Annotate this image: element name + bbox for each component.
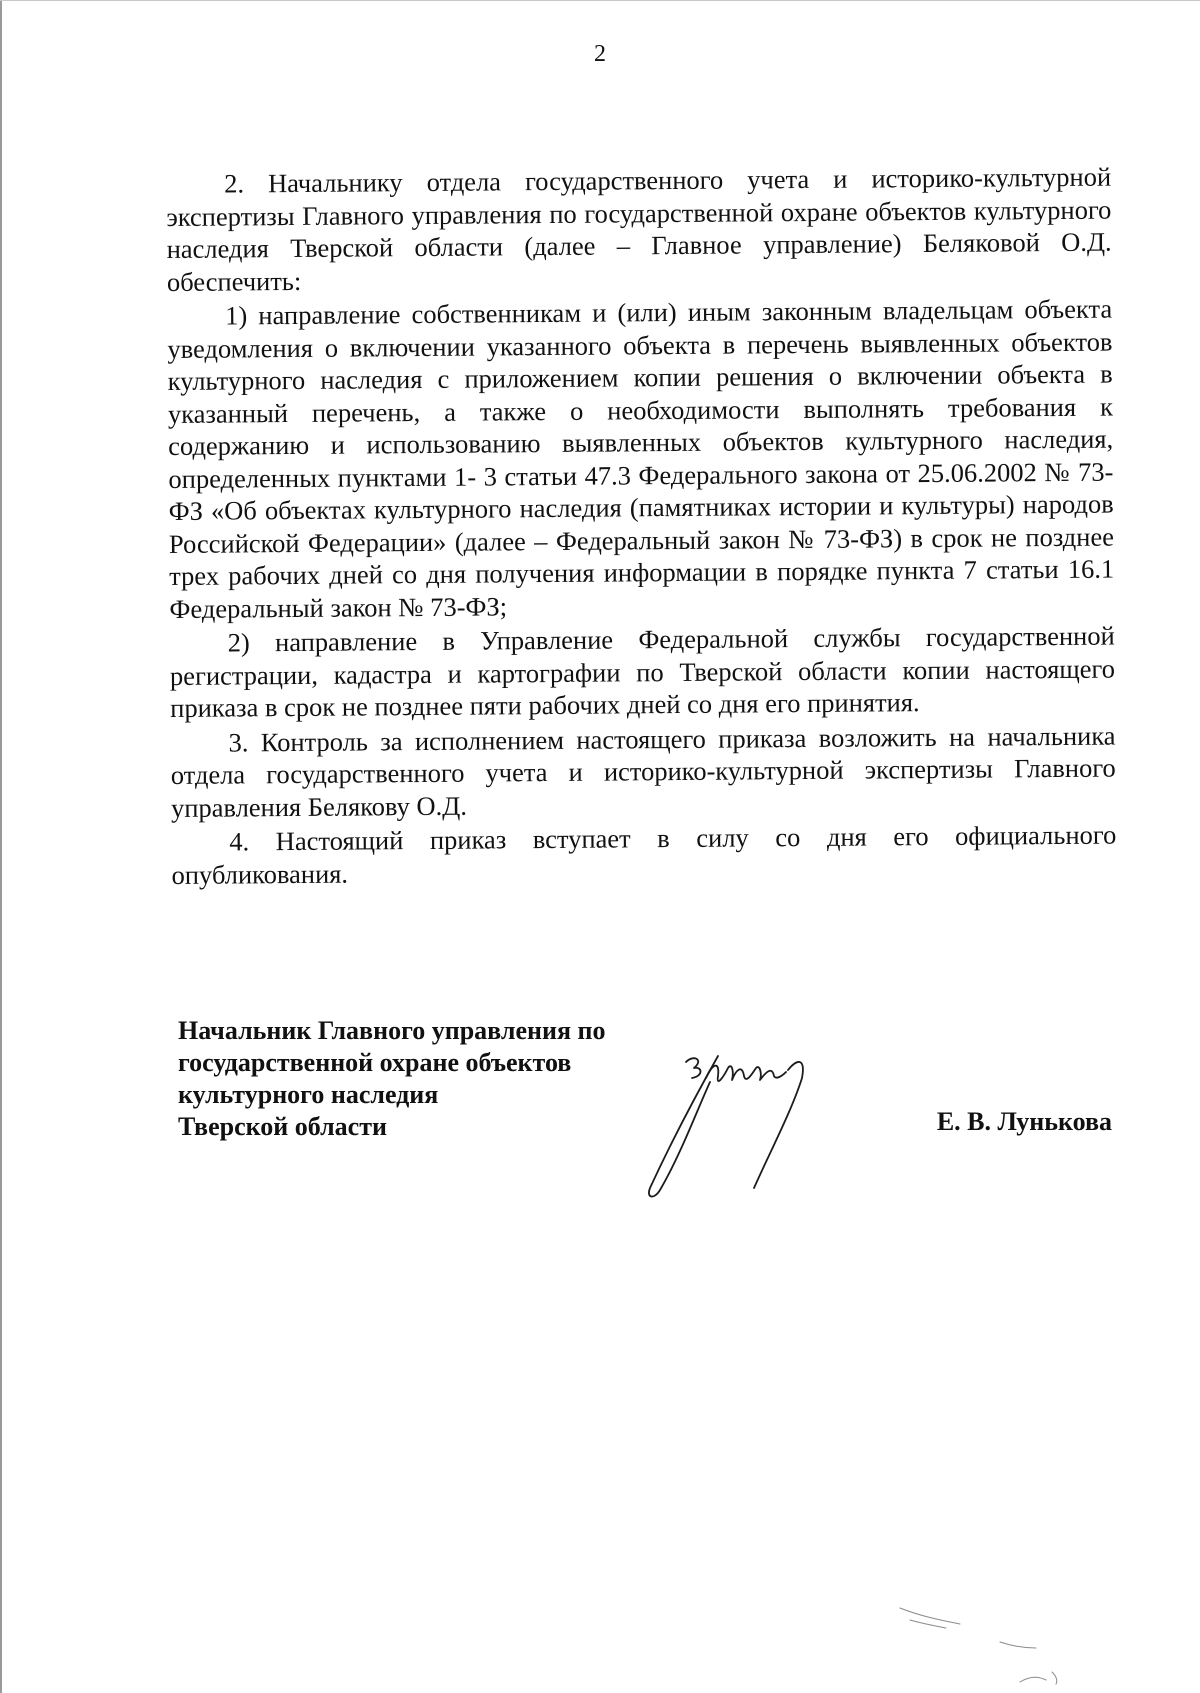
document-body [166, 161, 1117, 891]
paragraph-item-3: 3. Контроль за исполнением настоящего приказа возложить на начальника отдела государственного учета и историко-культурной экспертизы Главного управления Белякову О.Д. [170, 720, 1116, 823]
scan-edge-left [0, 0, 2, 1693]
paragraph-subitem-1: 1) направление собственникам и (или) иным законным владельцам объекта уведомления о включении указанного объекта в перечень выявленных объектов культурного наследия с приложением копии решения о включении объекта в указанный перечень, а также о необходимости выполнять требования к содержанию и использованию выявленных объектов культурного наследия, определенных пунктами 1- 3 статьи 47.3 Федерального закона от 25.06.2002 № 73-ФЗ «Об объектах культурного наследия (памятниках истории и культуры) народов Российской Федерации» (далее – Федеральный закон № 73-ФЗ) в срок не позднее трех рабочих дней со дня получения информации в порядке пункта 7 статьи 16.1 Федеральный закон № 73-ФЗ; [167, 293, 1115, 624]
scan-edge-top [0, 0, 1200, 1]
signatory-position-line: Тверской области [178, 1112, 387, 1141]
signatory-position-line: культурного наследия [178, 1080, 439, 1109]
page-number: 2 [594, 41, 606, 67]
signatory-position-line: государственной охране объектов [178, 1048, 572, 1077]
signatory-position [178, 1015, 678, 1143]
paragraph-item-2: 2. Начальнику отдела государственного учета и историко-культурной экспертизы Главного управления по государственной охране объектов культурного наследия Тверской области (далее – Главное управление) Беляковой О.Д. обеспечить: [166, 161, 1112, 297]
scan-noise-marks [880, 1590, 1100, 1690]
paragraph-subitem-2: 2) направление в Управление Федеральной службы государственной регистрации, кадастра и картографии по Тверской области копии настоящего приказа в срок не позднее пяти рабочих дней со дня его принятия. [169, 620, 1116, 723]
signatory-name: Е. В. Лунькова [936, 1107, 1112, 1136]
signatory-position-line: Начальник Главного управления по [178, 1016, 606, 1045]
paragraph-item-4: 4. Настоящий приказ вступает в силу со дня его официального опубликования. [171, 819, 1117, 890]
handwritten-signature [640, 1048, 850, 1208]
